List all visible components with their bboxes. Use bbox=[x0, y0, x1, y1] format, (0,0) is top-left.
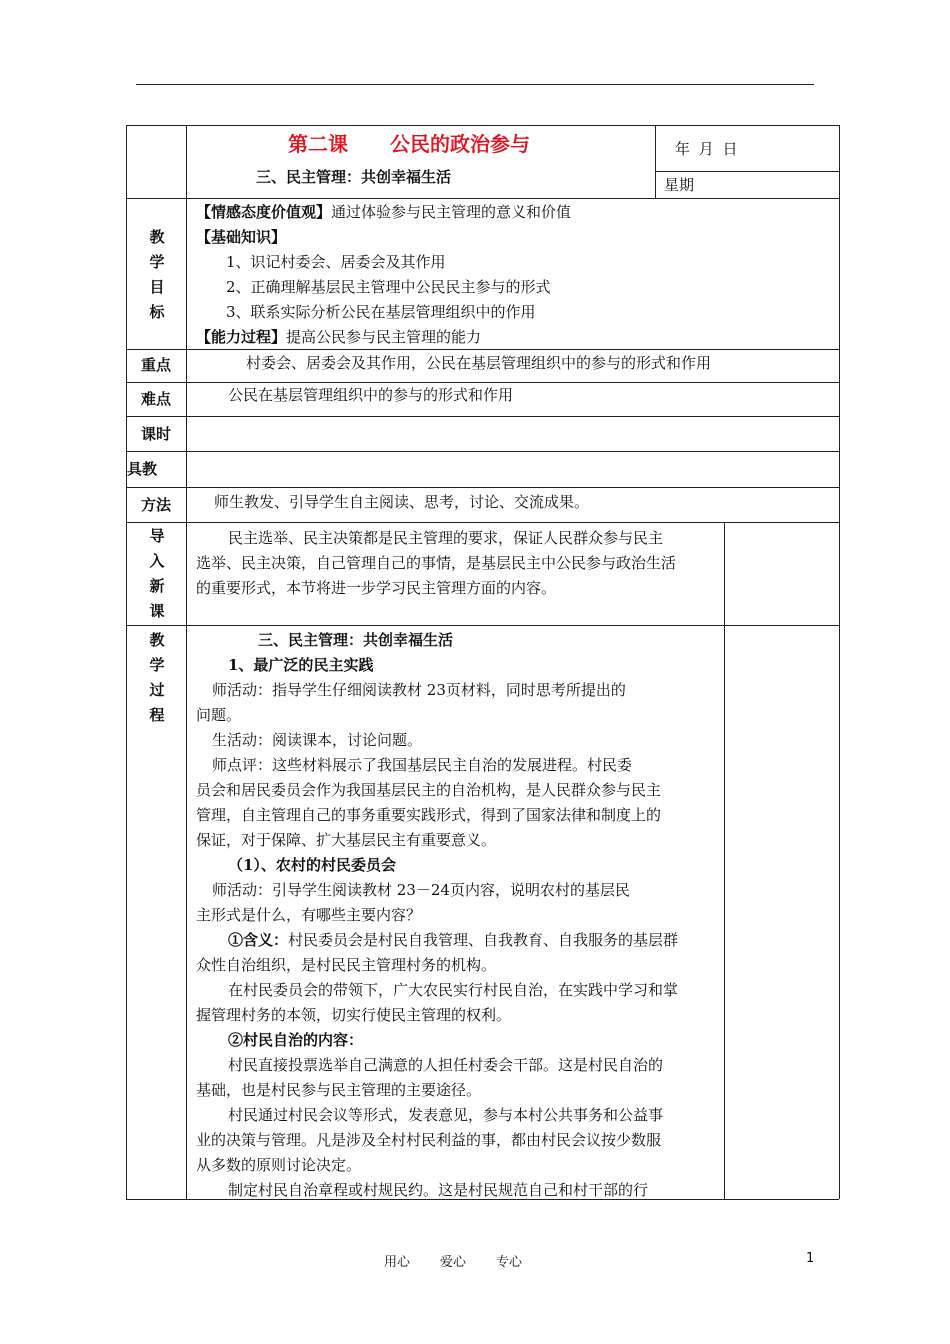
difficulty-label: 难点 bbox=[140, 390, 171, 408]
process-line: 师点评：这些材料展示了我国基层民主自治的发展进程。村民委 bbox=[212, 756, 633, 774]
goals-label: 教 学 目 标 bbox=[149, 228, 165, 321]
key-point-text: 村委会、居委会及其作用，公民在基层管理组织中的参与的形式和作用 bbox=[246, 354, 712, 372]
intro-label: 导 入 新 课 bbox=[149, 527, 165, 620]
footer-motto: 用心 爱心 专心 bbox=[384, 1255, 523, 1270]
process-line: 村民通过村民会议等形式，发表意见，参与本村公共事务和公益事 bbox=[228, 1106, 664, 1124]
weekday-field: 星期 bbox=[664, 176, 695, 194]
process-line: ②村民自治的内容： bbox=[228, 1031, 364, 1049]
process-line: 员会和居民委员会作为我国基层民主的自治机构，是人民群众参与民主 bbox=[196, 781, 662, 799]
process-heading: 三、民主管理：共创幸福生活 bbox=[258, 631, 454, 649]
process-line: 基础，也是村民参与民主管理的主要途径。 bbox=[196, 1081, 482, 1099]
goal-knowledge-tag: 【基础知识】 bbox=[196, 228, 287, 246]
process-line: 生活动：阅读课本，讨论问题。 bbox=[212, 731, 423, 749]
process-line: 握管理村务的本领，切实行使民主管理的权利。 bbox=[196, 1006, 512, 1024]
date-field: 年 月 日 bbox=[675, 140, 738, 158]
lesson-title: 第二课 公民的政治参与 bbox=[288, 132, 530, 156]
section-heading: 1、最广泛的民主实践 bbox=[228, 656, 374, 674]
lesson-subtitle: 三、民主管理：共创幸福生活 bbox=[256, 168, 452, 186]
intro-line: 选举、民主决策，自己管理自己的事情，是基层民主中公民参与政治生活 bbox=[196, 554, 677, 572]
process-line: 主形式是什么，有哪些主要内容？ bbox=[196, 906, 422, 924]
goal-emotion: 【情感态度价值观】通过体验参与民主管理的意义和价值 bbox=[196, 203, 572, 221]
method-label: 方法 bbox=[140, 496, 171, 514]
goal-item: 3、联系实际分析公民在基层管理组织中的作用 bbox=[226, 303, 536, 321]
process-line: 师活动：引导学生阅读教材 23－24页内容，说明农村的基层民 bbox=[212, 881, 630, 899]
goal-item: 1、识记村委会、居委会及其作用 bbox=[226, 253, 446, 271]
process-line: 村民直接投票选举自己满意的人担任村委会干部。这是村民自治的 bbox=[228, 1056, 664, 1074]
intro-line: 的重要形式，本节将进一步学习民主管理方面的内容。 bbox=[196, 579, 557, 597]
process-line: 管理，自主管理自己的事务重要实践形式，得到了国家法律和制度上的 bbox=[196, 806, 662, 824]
intro-line: 民主选举、民主决策都是民主管理的要求，保证人民群众参与民主 bbox=[228, 529, 664, 547]
process-line: （1）、农村的村民委员会 bbox=[228, 856, 396, 874]
difficulty-text: 公民在基层管理组织中的参与的形式和作用 bbox=[228, 386, 514, 404]
hours-label: 课时 bbox=[140, 425, 171, 443]
key-point-label: 重点 bbox=[140, 356, 171, 374]
process-line: 问题。 bbox=[196, 706, 242, 724]
tools-label: 具教 bbox=[126, 460, 157, 478]
process-line: 在村民委员会的带领下，广大农民实行村民自治，在实践中学习和掌 bbox=[228, 981, 679, 999]
goal-ability: 【能力过程】提高公民参与民主管理的能力 bbox=[196, 328, 482, 346]
process-line: 师活动：指导学生仔细阅读教材 23页材料，同时思考所提出的 bbox=[212, 681, 626, 699]
process-line: ①含义：村民委员会是村民自我管理、自我教育、自我服务的基层群 bbox=[228, 931, 679, 949]
process-label: 教 学 过 程 bbox=[149, 631, 165, 724]
process-line: 众性自治组织，是村民民主管理村务的机构。 bbox=[196, 956, 497, 974]
page-number: 1 bbox=[806, 1251, 815, 1266]
goal-item: 2、正确理解基层民主管理中公民民主参与的形式 bbox=[226, 278, 551, 296]
header-rule bbox=[136, 84, 814, 85]
method-text: 师生教发、引导学生自主阅读、思考，讨论、交流成果。 bbox=[214, 493, 590, 511]
process-line: 保证，对于保障、扩大基层民主有重要意义。 bbox=[196, 831, 497, 849]
process-line: 从多数的原则讨论决定。 bbox=[196, 1156, 362, 1174]
process-line: 制定村民自治章程或村规民约。这是村民规范自己和村干部的行 bbox=[228, 1181, 649, 1199]
process-line: 业的决策与管理。凡是涉及全村村民利益的事，都由村民会议按少数服 bbox=[196, 1131, 662, 1149]
